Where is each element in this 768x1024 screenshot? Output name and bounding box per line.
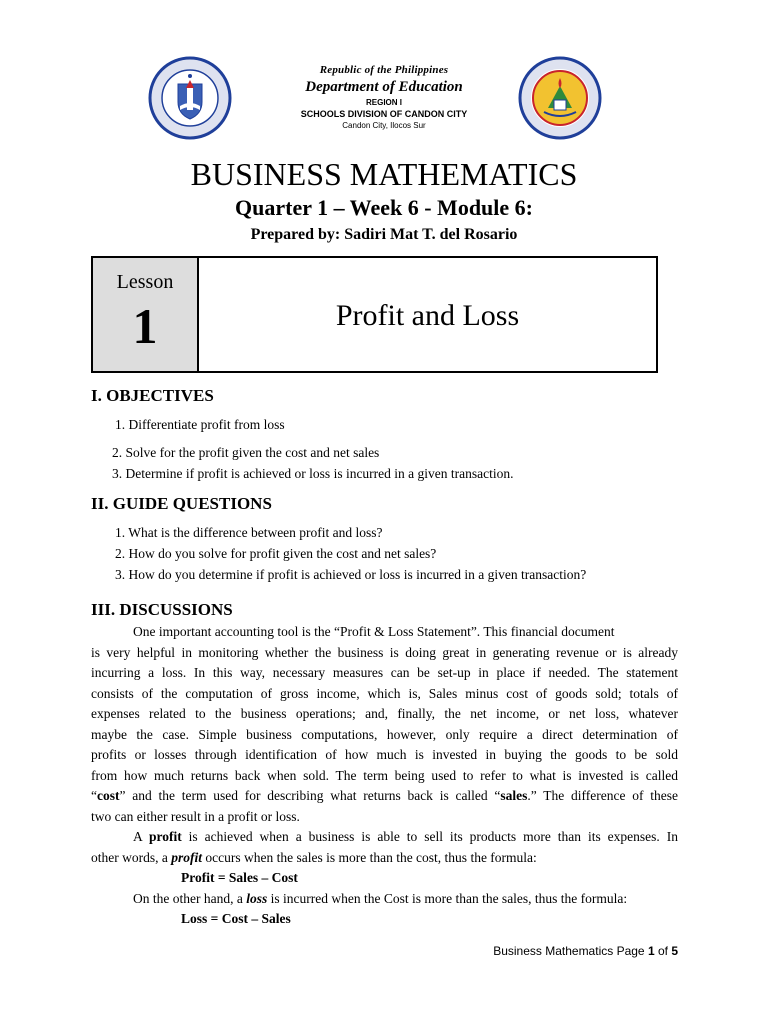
footer-page-number: 1 xyxy=(647,944,655,958)
paragraph-text: ” and the term used for describing what returns back is called “ xyxy=(119,788,501,803)
paragraph-line xyxy=(133,889,627,909)
lesson-title: Profit and Loss xyxy=(335,299,520,332)
paragraph-line xyxy=(91,848,537,868)
term-profit-emphasis: profit xyxy=(171,850,202,865)
paragraph-line: One important accounting tool is the “Profit & Loss Statement”. This financial document xyxy=(133,624,615,639)
republic-label: Republic of the Philippines xyxy=(319,64,449,76)
discussions-heading: III. DISCUSSIONS xyxy=(91,600,233,619)
paragraph-line xyxy=(91,786,678,806)
loss-formula: Loss = Cost – Sales xyxy=(181,911,291,926)
prepared-by: Prepared by: Sadiri Mat T. del Rosario xyxy=(250,226,518,243)
footer-total-pages: 5 xyxy=(671,944,678,958)
paragraph-line: two can either result in a profit or loss. xyxy=(91,809,300,824)
paragraph-line xyxy=(91,827,678,847)
division-seal-logo xyxy=(518,56,602,140)
paragraph-line: is very helpful in monitoring whether the business is doing great in generating revenue or is already xyxy=(91,645,678,660)
term-cost: cost xyxy=(97,788,120,803)
footer-label: Business Mathematics Page xyxy=(493,944,648,958)
objective-item: 2. Solve for the profit given the cost and net sales xyxy=(112,445,380,460)
paragraph-text: is achieved when a business is able to sell its products more than its expenses. In xyxy=(181,829,678,844)
region-label: REGION I xyxy=(365,98,402,107)
paragraph-line: expenses related to the business operations; and, finally, the net income, or net loss, whatever xyxy=(91,706,678,721)
lesson-label: Lesson xyxy=(116,271,174,293)
city-label: Candon City, Ilocos Sur xyxy=(342,121,426,130)
paragraph-text: A xyxy=(133,829,149,844)
profit-formula: Profit = Sales – Cost xyxy=(181,870,298,885)
objective-item: 1. Differentiate profit from loss xyxy=(115,417,285,432)
guide-question-item: 3. How do you determine if profit is achieved or loss is incurred in a given transaction? xyxy=(115,567,587,582)
lesson-box xyxy=(91,256,658,373)
division-label: SCHOOLS DIVISION OF CANDON CITY xyxy=(300,109,468,119)
lesson-number-cell xyxy=(93,258,199,371)
department-label: Department of Education xyxy=(305,79,463,95)
term-profit: profit xyxy=(148,829,182,844)
deped-seal-logo xyxy=(148,56,232,140)
term-loss: loss xyxy=(246,891,268,906)
paragraph-text: .” The difference of these xyxy=(527,788,678,803)
paragraph-line: profits or losses through identification of how much is invested in buying the goods to be sold xyxy=(91,747,678,762)
lesson-title-cell xyxy=(199,258,656,371)
objective-item: 3. Determine if profit is achieved or loss is incurred in a given transaction. xyxy=(112,466,514,481)
division-seal-icon xyxy=(518,56,602,140)
guide-question-item: 1. What is the difference between profit and loss? xyxy=(115,525,383,540)
deped-seal-icon xyxy=(148,56,232,140)
document-title: BUSINESS MATHEMATICS xyxy=(190,156,578,192)
paragraph-line: from how much returns back when sold. The term being used to refer to what is invested is called xyxy=(91,768,678,783)
paragraph-line: maybe the case. Simple business computations, however, only require a direct determination of xyxy=(91,727,678,742)
letterhead xyxy=(234,63,534,132)
guide-questions-heading: II. GUIDE QUESTIONS xyxy=(91,494,272,513)
paragraph-text: On the other hand, a xyxy=(133,891,247,906)
guide-question-item: 2. How do you solve for profit given the cost and net sales? xyxy=(115,546,437,561)
paragraph-text: is incurred when the Cost is more than the sales, thus the formula: xyxy=(267,891,628,906)
term-sales: sales xyxy=(500,788,528,803)
paragraph-line: consists of the computation of gross income, which is, Sales minus cost of goods sold; totals of xyxy=(91,686,678,701)
paragraph-text: other words, a xyxy=(91,850,172,865)
lesson-number: 1 xyxy=(132,298,158,354)
footer-of: of xyxy=(654,944,672,958)
page-footer xyxy=(493,943,678,959)
quote-open: “ xyxy=(91,788,97,803)
discussion-paragraph xyxy=(91,622,678,643)
paragraph-text: occurs when the sales is more than the cost, thus the formula: xyxy=(202,850,537,865)
objectives-heading: I. OBJECTIVES xyxy=(91,386,214,405)
paragraph-line: incurring a loss. In this way, necessary measures can be set-up in place if needed. The statement xyxy=(91,665,678,680)
document-subtitle: Quarter 1 – Week 6 - Module 6: xyxy=(235,195,533,220)
